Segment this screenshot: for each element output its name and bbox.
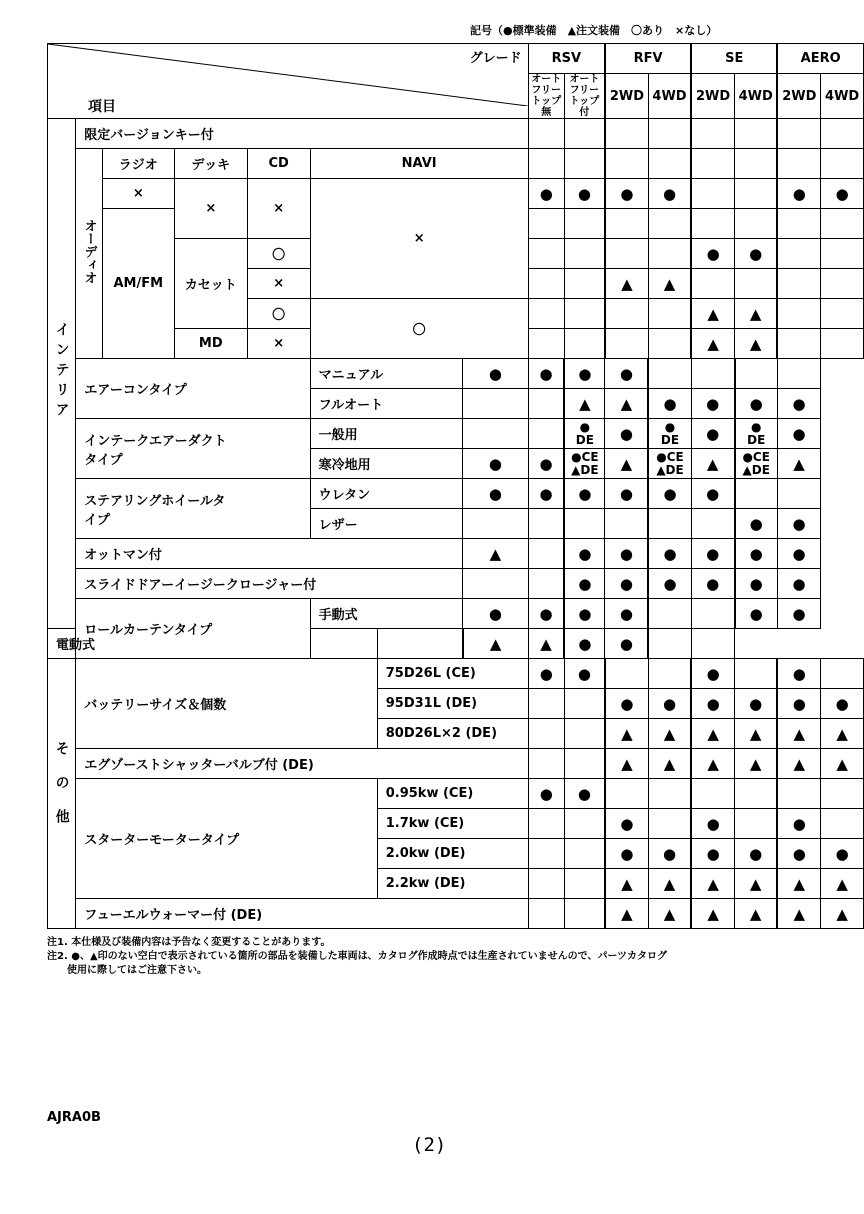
slide-door: スライドドアーイージークロージャー付 [76, 569, 463, 599]
mark-cell: ● [648, 689, 691, 719]
mark-cell: ● [564, 179, 605, 209]
mark-cell [821, 809, 864, 839]
mark-cell: ▲ [648, 269, 691, 299]
mark-cell: ● [691, 569, 734, 599]
mark-cell [564, 719, 605, 749]
mark-cell: ▲ [605, 719, 648, 749]
mark-cell [821, 119, 864, 149]
mark-cell [821, 149, 864, 179]
mark-cell [821, 239, 864, 269]
mark-cell: ▲ [691, 299, 734, 329]
col-radio: ラジオ [102, 149, 174, 179]
mark-cell: ▲ [648, 869, 691, 899]
mark-cell [821, 329, 864, 359]
mark-cell [648, 629, 691, 659]
mark-cell: ● [528, 449, 564, 479]
mark-cell: ▲ [605, 749, 648, 779]
mark-cell [691, 149, 734, 179]
mark-cell: ● [648, 479, 691, 509]
mark-cell: ● [777, 419, 820, 449]
mark-cell: ▲ [735, 719, 778, 749]
mark-cell [735, 149, 778, 179]
col-cd: CD [247, 149, 310, 179]
mark-cell [735, 269, 778, 299]
mark-cell [648, 599, 691, 629]
aircon: エアーコンタイプ [76, 359, 310, 419]
mark-cell: ●CE ▲DE [735, 449, 778, 479]
note-2: 注2. ●、▲印のない空白で表示されている箇所の部品を装備した車両は、カタログ作成時点では生産されていませんので、パーツカタログ [47, 951, 668, 962]
mark-cell: ● [691, 839, 734, 869]
grade-rfv: RFV [605, 44, 691, 74]
mark-cell: ● [777, 569, 820, 599]
mark-cell [605, 299, 648, 329]
mark-cell [648, 809, 691, 839]
mark-cell: ▲ [605, 869, 648, 899]
mark-cell: ● [648, 179, 691, 209]
intake-sub-0: 一般用 [310, 419, 462, 449]
mark-cell: ● [691, 689, 734, 719]
mark-cell: ● [777, 689, 820, 719]
mark-cell: ▲ [735, 869, 778, 899]
grade-se: SE [691, 44, 777, 74]
mark-cell [564, 689, 605, 719]
mark-cell [777, 149, 820, 179]
cd-0: × [247, 179, 310, 239]
mark-cell [564, 299, 605, 329]
mark-cell [691, 359, 734, 389]
navi-o: 〇 [310, 299, 528, 359]
mark-cell: ● [691, 479, 734, 509]
mark-cell [605, 779, 648, 809]
mark-cell [564, 509, 605, 539]
rsv-sub-2: オートフリートップ 付 [564, 74, 605, 119]
mark-cell: ● [691, 239, 734, 269]
mark-cell: ● [735, 689, 778, 719]
mark-cell [564, 209, 605, 239]
mark-cell [691, 269, 734, 299]
mark-cell [528, 329, 564, 359]
mark-cell: ● [777, 509, 820, 539]
mark-cell: ● [691, 809, 734, 839]
category-other [48, 659, 76, 929]
mark-cell: ● [735, 239, 778, 269]
mark-cell [528, 839, 564, 869]
aircon-sub-0: マニュアル [310, 359, 462, 389]
mark-cell [605, 209, 648, 239]
steering: ステアリングホイールタイプ [76, 479, 310, 539]
mark-cell [528, 539, 564, 569]
mark-cell [735, 179, 778, 209]
mark-cell: ● [605, 809, 648, 839]
mark-cell: ● [777, 809, 820, 839]
mark-cell: ▲ [564, 389, 605, 419]
deck-x: × [174, 179, 247, 239]
mark-cell: ● [528, 659, 564, 689]
category-interior [48, 119, 76, 629]
rollcurtain-sub-1: 電動式 [48, 629, 103, 659]
mark-cell [648, 209, 691, 239]
mark-cell: ● [605, 839, 648, 869]
mark-cell [463, 569, 529, 599]
mark-cell [528, 209, 564, 239]
mark-cell: ● [821, 179, 864, 209]
mark-cell [648, 149, 691, 179]
mark-cell [777, 209, 820, 239]
mark-cell [528, 749, 564, 779]
mark-cell [528, 269, 564, 299]
mark-cell: ● [691, 539, 734, 569]
mark-cell: ● [605, 539, 648, 569]
page-number: (2) [412, 1134, 447, 1156]
mark-cell: ▲ [821, 719, 864, 749]
mark-cell [528, 149, 564, 179]
mark-cell: ▲ [821, 749, 864, 779]
mark-cell [691, 629, 734, 659]
mark-cell: ▲ [777, 449, 820, 479]
mark-cell: ● [648, 389, 691, 419]
mark-cell: ▲ [691, 749, 734, 779]
mark-cell [528, 719, 564, 749]
cassette: カセット [174, 239, 247, 329]
mark-cell: ● [605, 179, 648, 209]
mark-cell [564, 749, 605, 779]
mark-cell: ●CE ▲DE [564, 449, 605, 479]
mark-cell [528, 389, 564, 419]
mark-cell [648, 239, 691, 269]
mark-cell: ● [605, 569, 648, 599]
mark-cell [691, 509, 734, 539]
mark-cell: ● [605, 359, 648, 389]
col-navi: NAVI [310, 149, 528, 179]
mark-cell: ▲ [648, 899, 691, 929]
mark-cell [777, 269, 820, 299]
grade-aero: AERO [777, 44, 863, 74]
mark-cell: ▲ [735, 749, 778, 779]
rollcurtain-sub-0: 手動式 [310, 599, 462, 629]
mark-cell [528, 509, 564, 539]
mark-cell [648, 359, 691, 389]
mark-cell: ● [648, 839, 691, 869]
mark-cell: ● [691, 389, 734, 419]
mark-cell [528, 299, 564, 329]
mark-cell [735, 809, 778, 839]
mark-cell: ● [564, 779, 605, 809]
mark-cell [310, 629, 377, 659]
mark-cell [777, 329, 820, 359]
mark-cell: ● [463, 479, 529, 509]
mark-cell: ▲ [777, 869, 820, 899]
mark-cell [564, 269, 605, 299]
mark-cell [821, 209, 864, 239]
mark-cell: ● [648, 569, 691, 599]
mark-cell [691, 209, 734, 239]
audio-label [76, 149, 102, 359]
mark-cell: ● [691, 659, 734, 689]
mark-cell [648, 299, 691, 329]
mark-cell: ● [564, 359, 605, 389]
mark-cell: ● [605, 689, 648, 719]
mark-cell [564, 809, 605, 839]
drive-0: 2WD [605, 74, 648, 119]
mark-cell [691, 179, 734, 209]
mark-cell [821, 659, 864, 689]
drive-2: 2WD [691, 74, 734, 119]
mark-cell: ● [528, 359, 564, 389]
mark-cell: ●CE ▲DE [648, 449, 691, 479]
mark-cell [564, 899, 605, 929]
mark-cell [564, 839, 605, 869]
mark-cell: ● [564, 539, 605, 569]
mark-cell [691, 599, 734, 629]
mark-cell: ● [564, 599, 605, 629]
mark-cell: ▲ [735, 299, 778, 329]
audio-vertical-label: オーディオ [81, 219, 97, 284]
navi-x: × [310, 179, 528, 299]
mark-cell: ● [564, 629, 605, 659]
mark-cell [528, 689, 564, 719]
mark-cell: ● [735, 839, 778, 869]
intake: インテークエアーダクトタイプ [76, 419, 310, 479]
mark-cell [735, 119, 778, 149]
starter-sub-1: 1.7kw (CE) [377, 809, 528, 839]
mark-cell: ● [463, 449, 529, 479]
mark-cell: ● [777, 539, 820, 569]
note-1: 注1. 本仕様及び装備内容は予告なく変更することがあります。 [47, 937, 331, 948]
mark-cell [528, 569, 564, 599]
cd-3: 〇 [247, 299, 310, 329]
mark-cell [735, 479, 778, 509]
mark-cell: ● [821, 689, 864, 719]
header-diagonal-cell [48, 44, 529, 119]
mark-cell: ● [564, 479, 605, 509]
mark-cell: ● [735, 599, 778, 629]
battery-sub-0: 75D26L (CE) [377, 659, 528, 689]
ottoman: オットマン付 [76, 539, 463, 569]
mark-cell [528, 809, 564, 839]
mark-cell: ● [528, 179, 564, 209]
amfm: AM/FM [102, 209, 174, 359]
mark-cell [564, 329, 605, 359]
drive-4: 2WD [777, 74, 820, 119]
mark-cell: ▲ [777, 749, 820, 779]
rsv-sub-1: オートフリートップ 無 [528, 74, 564, 119]
mark-cell [605, 119, 648, 149]
mark-cell: ● [735, 539, 778, 569]
grade-rsv: RSV [528, 44, 605, 74]
mark-cell [821, 779, 864, 809]
mark-cell: ● DE [648, 419, 691, 449]
category-other-label: その他 [53, 740, 70, 843]
mark-cell: ▲ [691, 899, 734, 929]
steering-sub-1: レザー [310, 509, 462, 539]
battery-sub-2: 80D26L×2 (DE) [377, 719, 528, 749]
mark-cell: ● [463, 359, 529, 389]
mark-cell [463, 389, 529, 419]
drive-3: 4WD [735, 74, 778, 119]
mark-cell [528, 869, 564, 899]
mark-cell [691, 779, 734, 809]
mark-cell: ▲ [735, 329, 778, 359]
mark-cell: ● [777, 839, 820, 869]
mark-cell: ● [821, 839, 864, 869]
starter-sub-2: 2.0kw (DE) [377, 839, 528, 869]
mark-cell [528, 239, 564, 269]
aircon-sub-1: フルオート [310, 389, 462, 419]
mark-cell: ● [777, 599, 820, 629]
mark-cell: ▲ [605, 269, 648, 299]
mark-cell: ● [735, 569, 778, 599]
starter: スターターモータータイプ [76, 779, 377, 899]
mark-cell [564, 239, 605, 269]
mark-cell: ▲ [777, 719, 820, 749]
fuel-warmer: フューエルウォーマー付 (DE) [76, 899, 528, 929]
mark-cell [648, 329, 691, 359]
mark-cell: ▲ [777, 899, 820, 929]
mark-cell: ▲ [821, 899, 864, 929]
mark-cell [564, 869, 605, 899]
mark-cell [605, 149, 648, 179]
mark-cell [821, 269, 864, 299]
mark-cell [777, 299, 820, 329]
mark-cell: ● [528, 779, 564, 809]
mark-cell: ● [648, 539, 691, 569]
mark-cell [463, 419, 529, 449]
mark-cell [691, 119, 734, 149]
footnotes [47, 936, 827, 978]
mark-cell [528, 419, 564, 449]
mark-cell [777, 479, 820, 509]
starter-sub-0: 0.95kw (CE) [377, 779, 528, 809]
mark-cell: ● [605, 479, 648, 509]
mark-cell [463, 509, 529, 539]
intake-sub-1: 寒冷地用 [310, 449, 462, 479]
mark-cell: ● [605, 419, 648, 449]
mark-cell [777, 239, 820, 269]
mark-cell [528, 899, 564, 929]
legend: 記号（●標準装備 ▲注文装備 〇あり ×なし） [470, 24, 718, 37]
exhaust: エグゾーストシャッターバルブ付 (DE) [76, 749, 528, 779]
mark-cell [605, 509, 648, 539]
battery: バッテリーサイズ＆個数 [76, 659, 377, 749]
mark-cell [735, 359, 778, 389]
mark-cell [735, 779, 778, 809]
cd-2: × [247, 269, 310, 299]
col-deck: デッキ [174, 149, 247, 179]
mark-cell [735, 209, 778, 239]
mark-cell [777, 359, 820, 389]
radio-x: × [102, 179, 174, 209]
mark-cell [648, 659, 691, 689]
mark-cell [605, 239, 648, 269]
battery-sub-1: 95D31L (DE) [377, 689, 528, 719]
mark-cell [777, 119, 820, 149]
mark-cell [564, 119, 605, 149]
document-code: AJRA0B [47, 1110, 101, 1125]
mark-cell: ● [777, 659, 820, 689]
mark-cell: ▲ [648, 749, 691, 779]
mark-cell: ▲ [648, 719, 691, 749]
mark-cell [821, 299, 864, 329]
mark-cell: ● [605, 629, 648, 659]
mark-cell: ● [735, 509, 778, 539]
mark-cell: ● DE [564, 419, 605, 449]
mark-cell: ● [463, 599, 529, 629]
mark-cell: ▲ [691, 869, 734, 899]
item-label: 項目 [88, 99, 116, 115]
mark-cell: ● DE [735, 419, 778, 449]
rollcurtain: ロールカーテンタイプ [76, 599, 310, 659]
mark-cell: ● [564, 659, 605, 689]
grade-label: グレード [469, 51, 522, 66]
mark-cell: ● [564, 569, 605, 599]
mark-cell: ▲ [463, 539, 529, 569]
mark-cell: ▲ [691, 449, 734, 479]
steering-sub-0: ウレタン [310, 479, 462, 509]
mark-cell [605, 329, 648, 359]
drive-1: 4WD [648, 74, 691, 119]
cd-1: 〇 [247, 239, 310, 269]
mark-cell: ▲ [735, 899, 778, 929]
mark-cell: ▲ [605, 449, 648, 479]
mark-cell: ● [777, 179, 820, 209]
starter-sub-3: 2.2kw (DE) [377, 869, 528, 899]
mark-cell [377, 629, 462, 659]
mark-cell [648, 119, 691, 149]
mark-cell [564, 149, 605, 179]
mark-cell [648, 509, 691, 539]
row-limited: 限定バージョンキー付 [76, 119, 528, 149]
mark-cell: ▲ [463, 629, 529, 659]
mark-cell: ● [528, 479, 564, 509]
cd-4: × [247, 329, 310, 359]
md: MD [174, 329, 247, 359]
mark-cell: ● [528, 599, 564, 629]
mark-cell [528, 119, 564, 149]
note-2-cont: 使用に際してはご注意下さい。 [47, 965, 207, 976]
mark-cell: ▲ [528, 629, 564, 659]
drive-5: 4WD [821, 74, 864, 119]
mark-cell: ▲ [821, 869, 864, 899]
mark-cell: ● [605, 599, 648, 629]
mark-cell [777, 779, 820, 809]
mark-cell [648, 779, 691, 809]
mark-cell [605, 659, 648, 689]
mark-cell: ▲ [691, 719, 734, 749]
mark-cell [735, 659, 778, 689]
spec-table [47, 43, 864, 929]
mark-cell: ▲ [691, 329, 734, 359]
mark-cell: ▲ [605, 389, 648, 419]
mark-cell: ● [777, 389, 820, 419]
mark-cell: ▲ [605, 899, 648, 929]
mark-cell: ● [691, 419, 734, 449]
mark-cell: ● [735, 389, 778, 419]
category-interior-label: インテリア [53, 321, 70, 422]
